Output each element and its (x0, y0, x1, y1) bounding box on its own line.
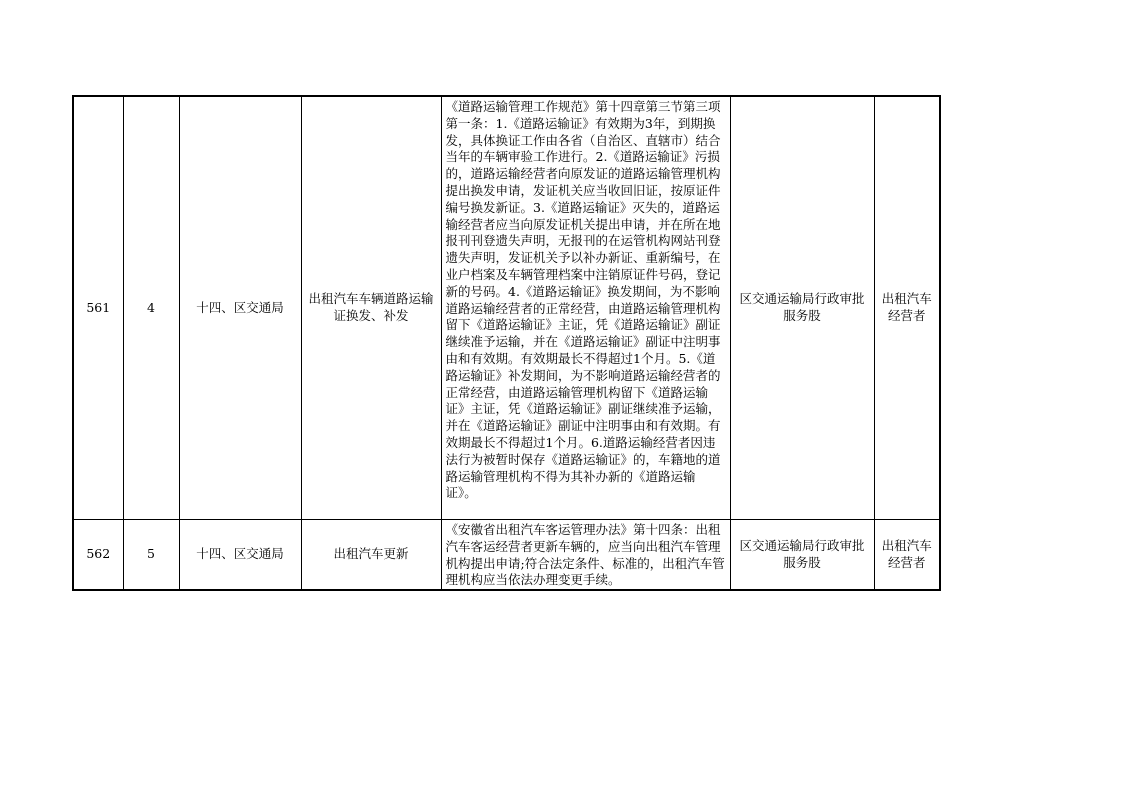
cell-item-name: 出租汽车更新 (301, 520, 441, 591)
table-row (73, 520, 940, 591)
cell-sub-seq: 5 (123, 520, 179, 591)
cell-sub-seq: 4 (123, 96, 179, 520)
cell-target: 出租汽车经营者 (874, 520, 940, 591)
cell-item-name: 出租汽车车辆道路运输证换发、补发 (301, 96, 441, 520)
cell-seq: 561 (73, 96, 123, 520)
table-row (73, 96, 940, 520)
cell-unit: 十四、区交通局 (179, 96, 301, 520)
cell-seq: 562 (73, 520, 123, 591)
cell-target: 出租汽车经营者 (874, 96, 940, 520)
cell-department: 区交通运输局行政审批服务股 (730, 520, 874, 591)
cell-unit: 十四、区交通局 (179, 520, 301, 591)
cell-department: 区交通运输局行政审批服务股 (730, 96, 874, 520)
approval-items-table (72, 95, 941, 591)
cell-legal-basis: 《安徽省出租汽车客运管理办法》第十四条：出租汽车客运经营者更新车辆的，应当向出租汽车管理机构提出申请;符合法定条件、标准的，出租汽车管理机构应当依法办理变更手续。 (441, 520, 730, 591)
cell-legal-basis: 《道路运输管理工作规范》第十四章第三节第三项第一条：1.《道路运输证》有效期为3年，到期换发，具体换证工作由各省（自治区、直辖市）结合当年的车辆审验工作进行。2.《道路运输证》污损的，道路运输经营者向原发证的道路运输管理机构提出换发申请，发证机关应当收回旧证，按原证件编号换发新证。3.《道路运输证》灭失的，道路运输经营者应当向原发证机关提出申请，并在所在地报刊刊登遗失声明，无报刊的在运管机构网站刊登遗失声明，发证机关予以补办新证、重新编号，在业户档案及车辆管理档案中注销原证件号码，登记新的号码。4.《道路运输证》换发期间，为不影响道路运输经营者的正常经营，由道路运输管理机构留下《道路运输证》主证，凭《道路运输证》副证继续准予运输，并在《道路运输证》副证中注明事由和有效期。有效期最长不得超过1个月。5.《道路运输证》补发期间，为不影响道路运输经营者的正常经营，由道路运输管理机构留下《道路运输证》主证，凭《道路运输证》副证继续准予运输，并在《道路运输证》副证中注明事由和有效期。有效期最长不得超过1个月。6.道路运输经营者因违法行为被暂时保存《道路运输证》的，车籍地的道路运输管理机构不得为其补办新的《道路运输证》。 (441, 96, 730, 520)
